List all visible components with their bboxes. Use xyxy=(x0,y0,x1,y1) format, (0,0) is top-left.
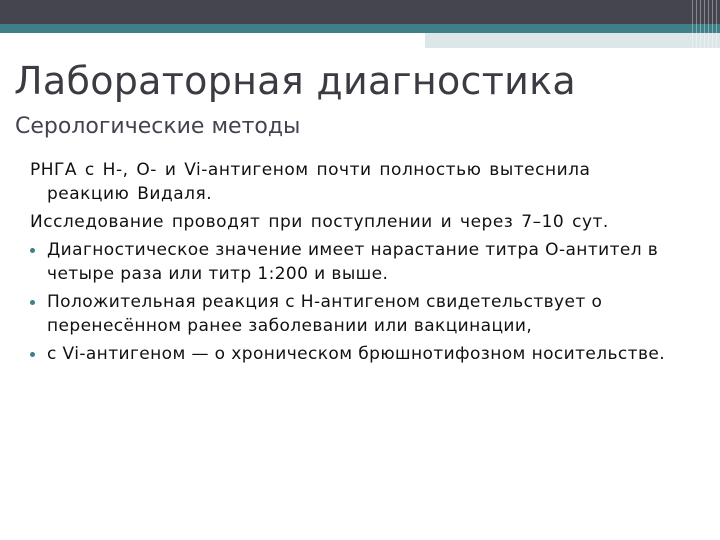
bullet-item-positive-h xyxy=(30,290,670,338)
bullet-text: с Vi-антигеном — о хроническом брюшнотифозном носительстве. xyxy=(47,344,666,364)
bullet-dot-icon xyxy=(30,300,35,305)
header-stripes xyxy=(692,0,720,48)
paragraph-study: Исследование проводят при поступлении и через 7–10 сут. xyxy=(30,212,609,232)
bullet-text: Положительная реакция с Н-антигеном свидетельствует о перенесённом ранее заболевании или вакцинации, xyxy=(47,292,603,336)
top-dark-bar xyxy=(0,0,720,24)
slide-content xyxy=(30,158,670,370)
bullet-text: Диагностическое значение имеет нарастание титра О-антител в четыре раза или титр 1:200 и выше. xyxy=(47,240,659,284)
bullet-item-vi-antigen xyxy=(30,342,670,366)
slide-subtitle: Серологические методы xyxy=(15,114,301,139)
bullet-dot-icon xyxy=(30,352,35,357)
bullet-item-diagnostic xyxy=(30,238,670,286)
top-teal-bar xyxy=(0,24,720,33)
top-light-accent-bar xyxy=(425,33,720,48)
bullet-dot-icon xyxy=(30,248,35,253)
slide-title: Лабораторная диагностика xyxy=(14,59,577,103)
paragraph-rnga: РНГА с Н-, О- и Vi-антигеном почти полностью вытеснила реакцию Видаля. xyxy=(30,160,591,204)
